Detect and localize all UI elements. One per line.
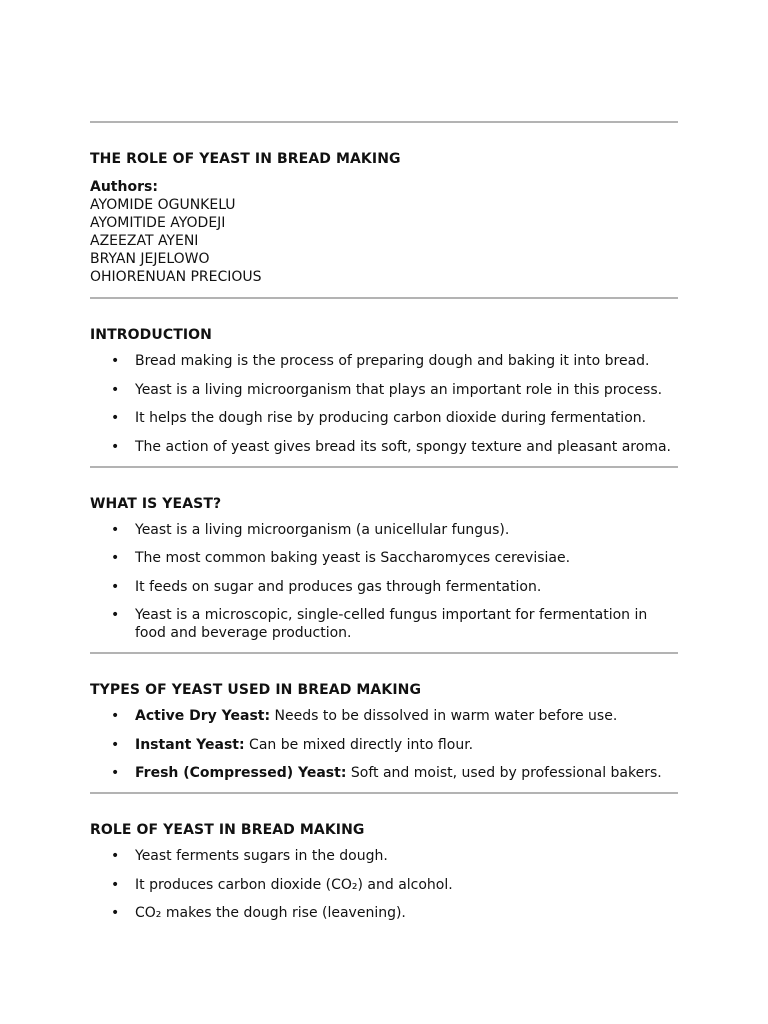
list-item-text: It helps the dough rise by producing carbon dioxide during fermentation. (135, 410, 647, 426)
section-role-of-yeast (90, 794, 678, 932)
list-item (90, 847, 678, 865)
bullet-icon: • (111, 381, 120, 398)
section-heading: TYPES OF YEAST USED IN BREAD MAKING (90, 682, 422, 698)
section-introduction (90, 299, 678, 466)
list-item (90, 381, 678, 399)
bullet-list (90, 707, 678, 782)
bullet-icon: • (111, 765, 120, 781)
section-heading: INTRODUCTION (90, 327, 212, 343)
section-types-of-yeast (90, 654, 678, 792)
list-item-text: It produces carbon dioxide (CO₂) and alcohol. (135, 876, 453, 893)
section-heading: ROLE OF YEAST IN BREAD MAKING (90, 822, 365, 838)
bullet-icon: • (111, 607, 120, 623)
bullet-list (90, 352, 678, 456)
list-item (90, 438, 678, 456)
author-name: BRYAN JEJELOWO (90, 251, 210, 267)
list-item (90, 736, 678, 754)
list-item-term: Instant Yeast: (135, 736, 245, 753)
list-item-text: The action of yeast gives bread its soft, spongy texture and pleasant aroma. (135, 438, 671, 455)
list-item (90, 904, 678, 922)
bullet-icon: • (111, 876, 120, 893)
bullet-icon: • (111, 353, 120, 369)
list-item-text: Soft and moist, used by professional bakers. (346, 765, 662, 781)
list-item (90, 578, 678, 596)
list-item-text: Needs to be dissolved in warm water before use. (270, 708, 618, 724)
list-item-text: Yeast ferments sugars in the dough. (135, 848, 388, 864)
bullet-list (90, 847, 678, 922)
list-item (90, 549, 678, 567)
bullet-icon: • (111, 708, 120, 724)
authors-label: Authors: (90, 179, 158, 195)
list-item (90, 876, 678, 894)
title-block (90, 123, 678, 297)
author-name: AYOMITIDE AYODEJI (90, 215, 226, 231)
bullet-list (90, 521, 678, 643)
author-name: AZEEZAT AYENI (90, 233, 199, 249)
document-page (90, 121, 678, 932)
list-item (90, 707, 678, 725)
section-what-is-yeast (90, 468, 678, 653)
author-name: OHIORENUAN PRECIOUS (90, 269, 262, 285)
list-item (90, 521, 678, 539)
list-item (90, 352, 678, 370)
list-item-text: Yeast is a microscopic, single-celled fungus important for fermentation in food and beverage production. (135, 607, 648, 641)
list-item-text: Yeast is a living microorganism (a unicellular fungus). (135, 521, 510, 538)
list-item (90, 409, 678, 427)
section-heading: WHAT IS YEAST? (90, 495, 222, 512)
list-item-term: Active Dry Yeast: (135, 708, 271, 724)
bullet-icon: • (111, 905, 120, 921)
bullet-icon: • (111, 410, 120, 426)
document-title: THE ROLE OF YEAST IN BREAD MAKING (90, 151, 401, 167)
bullet-icon: • (111, 438, 120, 455)
list-item-text: CO₂ makes the dough rise (leavening). (135, 905, 406, 921)
list-item (90, 764, 678, 782)
list-item-text: It feeds on sugar and produces gas through fermentation. (135, 578, 542, 595)
list-item-text: Bread making is the process of preparing dough and baking it into bread. (135, 353, 650, 369)
bullet-icon: • (111, 736, 120, 753)
author-name: AYOMIDE OGUNKELU (90, 197, 236, 213)
list-item (90, 606, 678, 642)
bullet-icon: • (111, 578, 120, 595)
list-item-text: The most common baking yeast is Saccharomyces cerevisiae. (135, 550, 571, 566)
bullet-icon: • (111, 521, 120, 538)
bullet-icon: • (111, 848, 120, 864)
list-item-text: Can be mixed directly into flour. (244, 736, 474, 753)
list-item-term: Fresh (Compressed) Yeast: (135, 765, 347, 781)
list-item-text: Yeast is a living microorganism that plays an important role in this process. (135, 381, 663, 398)
bullet-icon: • (111, 550, 120, 566)
